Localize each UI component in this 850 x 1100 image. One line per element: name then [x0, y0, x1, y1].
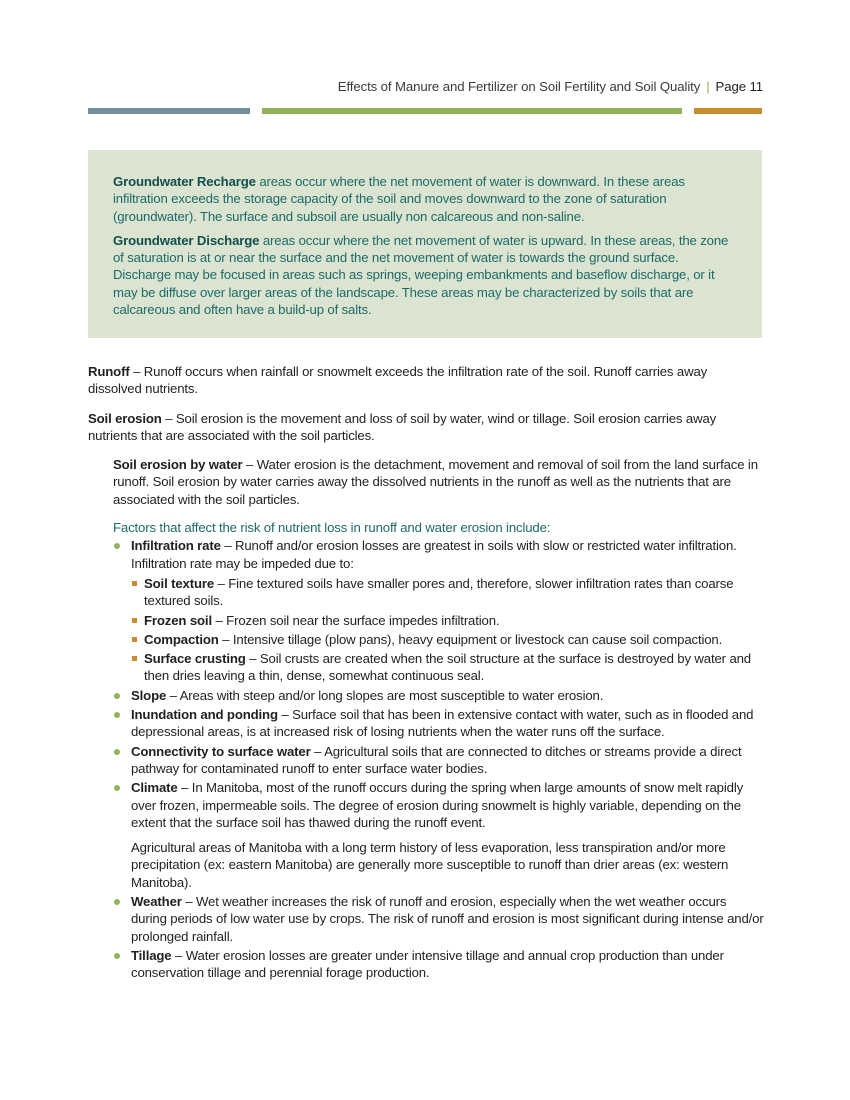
bullet-icon [114, 543, 120, 549]
discharge-paragraph [113, 232, 738, 318]
factor-text: – Water erosion losses are greater under intensive tillage and annual crop production than under conservation tillage and perennial forage production. [131, 947, 724, 981]
factor-term: Tillage [131, 947, 172, 963]
sub-text: – Soil crusts are created when the soil structure at the surface is destroyed by water and then dries leaving a thin, dense, somewhat continuous seal. [144, 651, 751, 684]
list-item [113, 947, 764, 982]
water-erosion-text: – Water erosion is the detachment, movement and removal of soil from the land surface in runoff. Soil erosion by water carries away the dissolved nutrients in the runoff as well as the nutrients that are associated with the soil particles. [113, 457, 758, 507]
factor-text: – Surface soil that has been in extensive contact with water, such as in flooded and depressional areas, is at increased risk of losing nutrients when the water runs off the surface. [131, 707, 754, 740]
factors-list [113, 537, 764, 981]
bullet-icon [114, 749, 120, 755]
main-content [88, 363, 764, 984]
list-item [113, 743, 764, 778]
factor-text: – In Manitoba, most of the runoff occurs during the spring when large amounts of snow melt rapidly over frozen, impermeable soils. The degree of erosion during snowmelt is highly variable, depending on the extent that the surface soil has thawed during the runoff event. [131, 780, 744, 830]
page-header [338, 79, 763, 94]
bullet-icon [114, 785, 120, 791]
list-item [131, 650, 764, 685]
climate-extra-paragraph: Agricultural areas of Manitoba with a long term history of less evaporation, less transpiration and/or more precipitation (ex: eastern Manitoba) are generally more susceptible to runoff than drier areas (ex: western Manitoba). [131, 840, 729, 890]
factor-term: Weather [131, 894, 182, 910]
factor-term: Infiltration rate [131, 538, 221, 554]
discharge-term: Groundwater Discharge [113, 232, 260, 248]
sub-list [131, 575, 764, 685]
groundwater-callout [88, 150, 762, 338]
bullet-icon [114, 953, 120, 959]
factor-text: – Wet weather increases the risk of runoff and erosion, especially when the wet weather occurs during periods of low water use by crops. The risk of runoff and erosion is most significant during intense and/or prolonged rainfall. [131, 894, 764, 944]
sub-term: Soil texture [144, 575, 215, 591]
header-rule-green [262, 108, 682, 114]
bullet-icon [114, 712, 120, 718]
list-item [131, 575, 764, 610]
square-bullet-icon [132, 656, 137, 661]
sub-term: Compaction [144, 631, 219, 647]
soil-erosion-text: – Soil erosion is the movement and loss of soil by water, wind or tillage. Soil erosion carries away nutrients that are associated with the soil particles. [88, 410, 717, 443]
factor-text: – Agricultural soils that are connected to ditches or streams provide a direct pathway for contaminated runoff to enter surface water bodies. [131, 743, 742, 776]
page-number: Page 11 [715, 79, 763, 94]
square-bullet-icon [132, 618, 137, 623]
square-bullet-icon [132, 637, 137, 642]
water-erosion-term: Soil erosion by water [113, 457, 243, 473]
factor-text: – Runoff and/or erosion losses are greatest in soils with slow or restricted water infiltration. Infiltration rate may be impeded due to: [131, 538, 737, 571]
list-item [113, 687, 764, 704]
factor-text: – Areas with steep and/or long slopes are most susceptible to water erosion. [166, 687, 604, 703]
header-separator: | [706, 79, 710, 94]
factor-term: Connectivity to surface water [131, 743, 311, 759]
list-item [113, 706, 764, 741]
runoff-text: – Runoff occurs when rainfall or snowmelt exceeds the infiltration rate of the soil. Runoff carries away dissolved nutrients. [88, 364, 708, 397]
soil-erosion-term: Soil erosion [88, 410, 162, 426]
sub-text: – Fine textured soils have smaller pores and, therefore, slower infiltration rates than coarse textured soils. [144, 575, 734, 609]
list-item [131, 631, 764, 648]
list-item [131, 612, 764, 629]
sub-term: Frozen soil [144, 612, 212, 628]
factor-term: Slope [131, 687, 167, 703]
runoff-paragraph [88, 363, 764, 398]
water-erosion-section [113, 456, 764, 536]
discharge-text: areas occur where the net movement of water is upward. In these areas, the zone of saturation is at or near the surface and the net movement of water is towards the ground surface. Discharge may be focused in areas such as springs, weeping embankments and baseflow discharge, or it may be diffuse over larger areas of the landscape. These areas may be characterized by soils that are calcareous and often have a build-up of salts. [113, 232, 729, 318]
recharge-paragraph [113, 173, 738, 225]
bullet-icon [114, 899, 120, 905]
factors-lead: Factors that affect the risk of nutrient loss in runoff and water erosion include: [113, 520, 551, 536]
factor-term: Climate [131, 780, 178, 796]
list-item [113, 779, 764, 891]
recharge-term: Groundwater Recharge [113, 174, 256, 189]
sub-text: – Intensive tillage (plow pans), heavy equipment or livestock can cause soil compaction. [218, 631, 723, 647]
square-bullet-icon [132, 581, 137, 586]
header-rule-blue [88, 108, 250, 114]
soil-erosion-paragraph [88, 410, 764, 445]
water-erosion-paragraph [113, 456, 764, 508]
runoff-term: Runoff [88, 364, 130, 379]
list-item [113, 893, 764, 945]
factor-term: Inundation and ponding [131, 707, 278, 723]
list-item [113, 537, 764, 684]
sub-term: Surface crusting [144, 651, 246, 667]
bullet-icon [114, 693, 120, 699]
document-title: Effects of Manure and Fertilizer on Soil Fertility and Soil Quality [337, 79, 701, 94]
recharge-text: areas occur where the net movement of water is downward. In these areas infiltration exceeds the storage capacity of the soil and moves downward to the zone of saturation (groundwater). The surface and subsoil are usually non calcareous and non-saline. [113, 174, 685, 224]
header-rule-orange [694, 108, 762, 114]
sub-text: – Frozen soil near the surface impedes infiltration. [211, 612, 500, 628]
